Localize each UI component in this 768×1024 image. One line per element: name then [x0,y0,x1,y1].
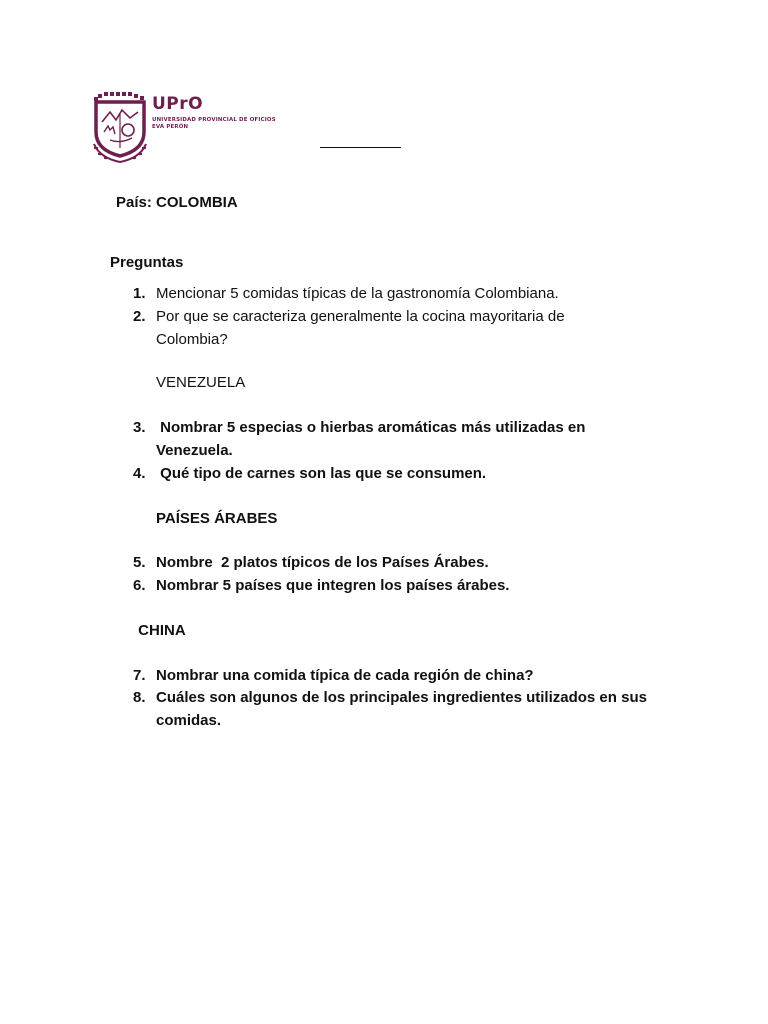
question-text: Nombrar 5 países que integren los países árabes. [156,577,510,594]
question-number: 2. [133,308,146,325]
university-logo [90,92,276,164]
list-item [133,417,693,463]
list-item [133,283,693,306]
blank-underline [320,147,401,148]
questions-heading: Preguntas [110,254,184,271]
list-item [133,552,693,575]
question-number: 6. [133,577,146,594]
question-number: 1. [133,285,146,302]
question-text-line2: comidas. [156,711,222,729]
university-emblem-icon [90,92,150,164]
list-item [133,687,693,733]
question-number: 8. [133,689,146,706]
question-text: Nombrar una comida típica de cada región de china? [156,667,534,684]
question-text: Nombre 2 platos típicos de los Países Árabes. [156,554,489,571]
question-number: 3. [133,419,146,436]
logo-subtitle-line1: UNIVERSIDAD PROVINCIAL DE OFICIOS [152,117,276,123]
question-text-line1: Por que se caracteriza generalmente la cocina mayoritaria de [156,308,565,325]
list-item [133,463,693,486]
question-text-line2: Colombia? [156,330,228,348]
question-text: Mencionar 5 comidas típicas de la gastronomía Colombiana. [156,285,559,302]
logo-title: UPrO [152,94,204,114]
section-heading-arab-countries: PAÍSES ÁRABES [156,510,278,527]
question-number: 7. [133,667,146,684]
question-number: 4. [133,465,146,482]
question-text-line2: Venezuela. [156,441,233,459]
question-text: Qué tipo de carnes son las que se consumen. [156,465,487,482]
section-heading-venezuela: VENEZUELA [156,374,246,391]
logo-subtitle-line2: EVA PERÓN [152,124,189,130]
list-item [133,575,693,598]
question-number: 5. [133,554,146,571]
list-item [133,306,693,352]
question-text-line1: Cuáles son algunos de los principales ingredientes utilizados en sus [156,689,647,706]
question-text-line1: Nombrar 5 especias o hierbas aromáticas más utilizadas en [156,419,586,436]
section-heading-china: CHINA [134,622,186,639]
country-line: País: COLOMBIA [116,194,238,211]
list-item [133,665,693,688]
